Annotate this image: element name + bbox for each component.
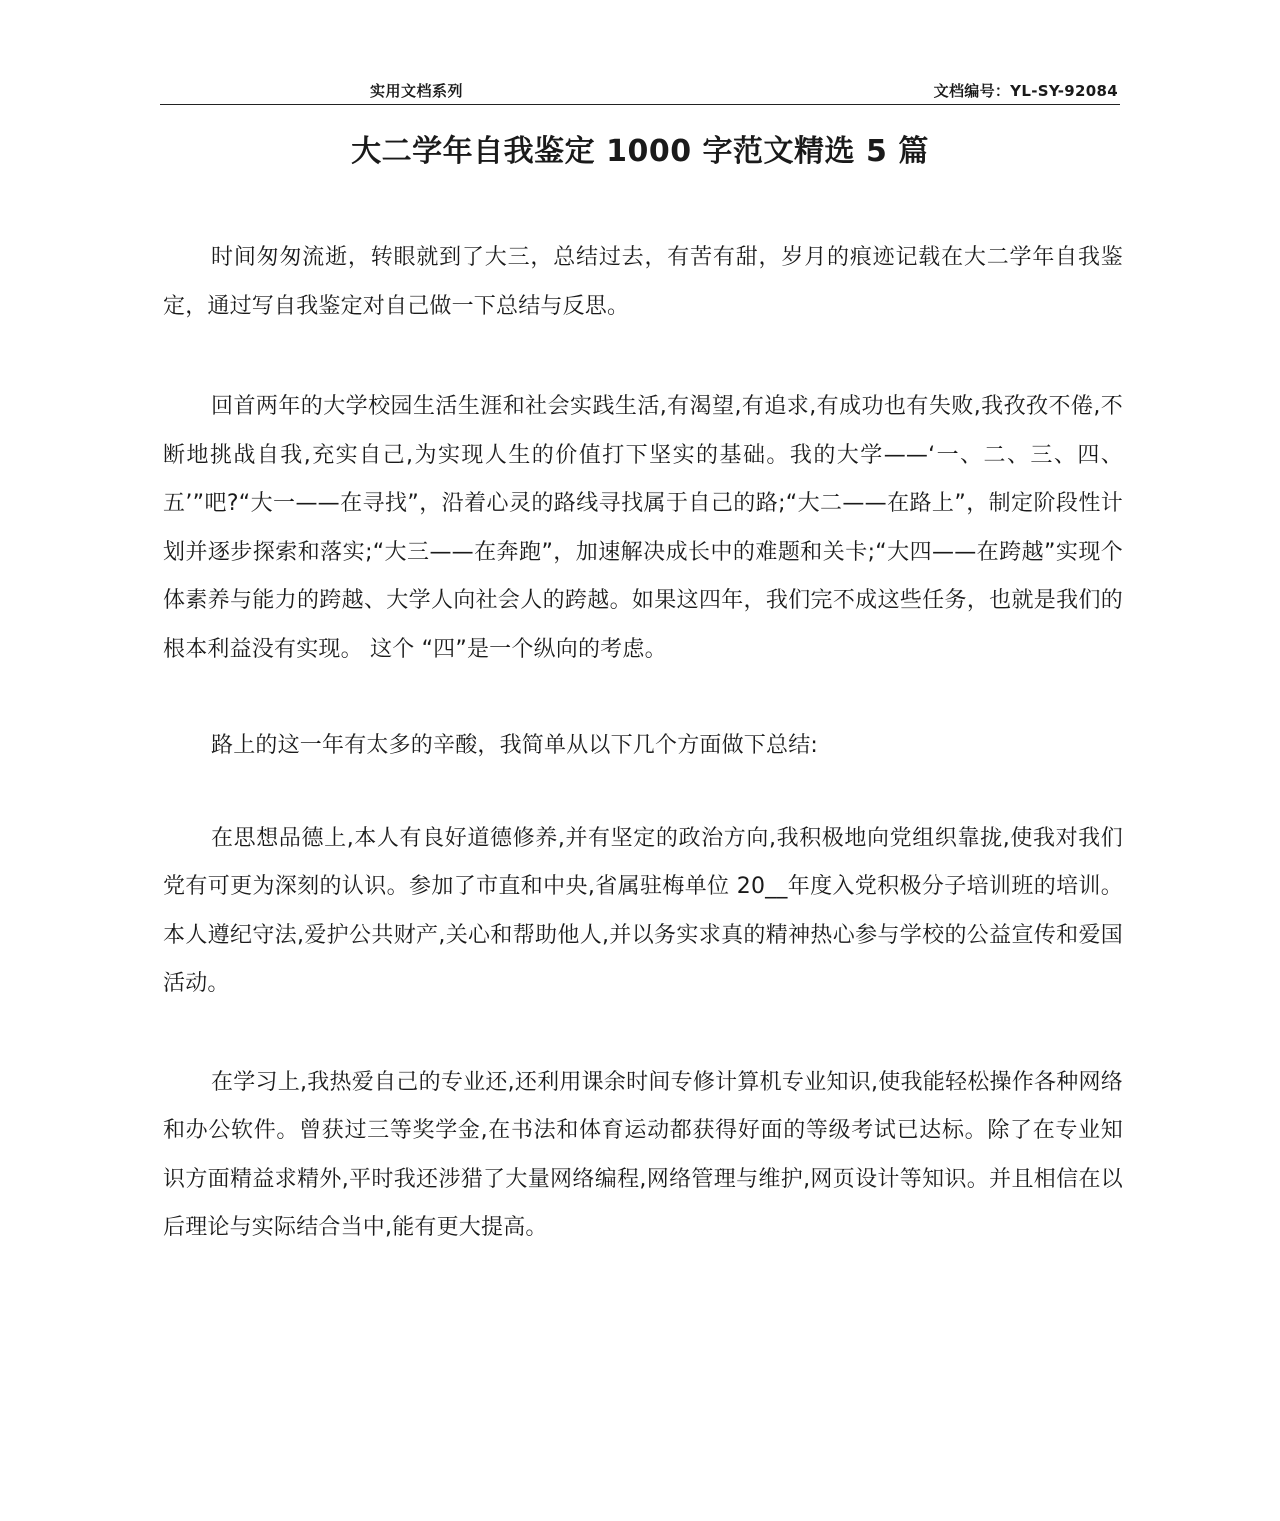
paragraph-study: 在学习上,我热爱自己的专业还,还利用课余时间专修计算机专业知识,使我能轻松操作各种网络和办公软件。曾获过三等奖学金,在书法和体育运动都获得好面的等级考试已达标。除了在专业知识方面精益求精外,平时我还涉猎了大量网络编程,网络管理与维护,网页设计等知识。并且相信在以后理论与实际结合当中,能有更大提高。 (163, 1069, 1123, 1240)
paragraph-review: 回首两年的大学校园生活生涯和社会实践生活,有渴望,有追求,有成功也有失败,我孜孜不倦,不断地挑战自我,充实自己,为实现人生的价值打下坚实的基础。我的大学——‘一、二、三、四、五’”吧?“大一——在寻找”，沿着心灵的路线寻找属于自己的路;“大二——在路上”，制定阶段性计划并逐步探索和落实;“大三——在奔跑”，加速解决成长中的难题和关卡;“大四——在跨越”实现个体素养与能力的跨越、大学人向社会人的跨越。如果这四年，我们完不成这些任务，也就是我们的根本利益没有实现。 这个 “四”是一个纵向的考虑。 (163, 394, 1123, 662)
document-title: 大二学年自我鉴定 1000 字范文精选 5 篇 (351, 134, 929, 169)
doc-number: 文档编号：YL-SY-92084 (933, 82, 1118, 100)
series-label: 实用文档系列 (370, 82, 464, 100)
paragraph-intro: 时间匆匆流逝，转眼就到了大三，总结过去，有苦有甜，岁月的痕迹记载在大二学年自我鉴定，通过写自我鉴定对自己做一下总结与反思。 (163, 245, 1123, 319)
document-body (163, 234, 1123, 1305)
page-header (160, 78, 1120, 105)
paragraph-summary-lead: 路上的这一年有太多的辛酸，我简单从以下几个方面做下总结: (211, 733, 819, 758)
paragraph-morality: 在思想品德上,本人有良好道德修养,并有坚定的政治方向,我积极地向党组织靠拢,使我对我们党有可更为深刻的认识。参加了市直和中央,省属驻梅单位 20__年度入党积极分子培训班的培训。本人遵纪守法,爱护公共财产,关心和帮助他人,并以务实求真的精神热心参与学校的公益宣传和爱国活动。 (163, 825, 1123, 996)
